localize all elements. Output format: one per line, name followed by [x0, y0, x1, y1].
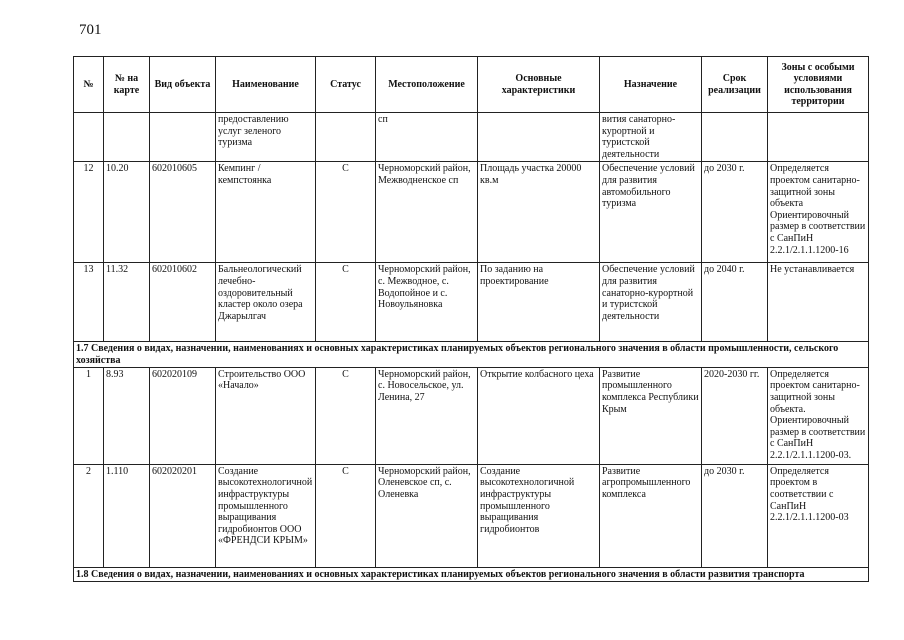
- table-cell: Создание высокотехнологичной инфраструктуры промышленного выращивания гидробионтов ООО «ФРЕНДСИ КРЫМ»: [216, 464, 316, 567]
- table-cell: С: [316, 367, 376, 464]
- table-cell: 10.20: [104, 162, 150, 263]
- table-row: [74, 162, 869, 263]
- section-heading: 1.8 Сведения о видах, назначении, наименованиях и основных характеристиках планируемых объектов регионального значения в области развития транспорта: [74, 567, 869, 581]
- planned-objects-table: [73, 56, 869, 582]
- table-cell: 602020201: [150, 464, 216, 567]
- table-cell: 602010602: [150, 263, 216, 342]
- header-deadline: Срок реализации: [702, 57, 768, 113]
- table-cell: Черноморский район, с. Межводное, с. Водопойное и с. Новоульяновка: [376, 263, 478, 342]
- page-number: 701: [79, 22, 102, 38]
- table-cell: Обеспечение условий для развития санаторно-курортной и туристской деятельности: [600, 263, 702, 342]
- header-special-zones: Зоны с особыми условиями использования территории: [768, 57, 869, 113]
- table-body: [74, 113, 869, 582]
- table-cell: [702, 113, 768, 162]
- header-purpose: Назначение: [600, 57, 702, 113]
- table-cell: до 2030 г.: [702, 162, 768, 263]
- header-location: Местоположение: [376, 57, 478, 113]
- table-cell: Создание высокотехнологичной инфраструктуры промышленного выращивания гидробионтов: [478, 464, 600, 567]
- table-cell: Определяется проектом санитарно-защитной зоны объекта. Ориентировочный размер в соответствии с СанПиН 2.2.1/2.1.1.1200-03.: [768, 367, 869, 464]
- table-row: [74, 113, 869, 162]
- table-cell: 2020-2030 гг.: [702, 367, 768, 464]
- table-cell: до 2040 г.: [702, 263, 768, 342]
- table-cell: Бальнеологический лечебно-оздоровительный кластер около озера Джарылгач: [216, 263, 316, 342]
- table-row: [74, 367, 869, 464]
- table-cell: Строительство ООО «Начало»: [216, 367, 316, 464]
- table-cell: По заданию на проектирование: [478, 263, 600, 342]
- table-cell: [316, 113, 376, 162]
- table-cell: до 2030 г.: [702, 464, 768, 567]
- table-cell: Кемпинг / кемпстоянка: [216, 162, 316, 263]
- section-heading-row: [74, 567, 869, 581]
- table-cell: [768, 113, 869, 162]
- table-cell: вития санаторно-курортной и туристской деятельности: [600, 113, 702, 162]
- table-cell: С: [316, 162, 376, 263]
- table-cell: 12: [74, 162, 104, 263]
- table-cell: [478, 113, 600, 162]
- table-cell: 602010605: [150, 162, 216, 263]
- table-row: [74, 464, 869, 567]
- table-cell: Обеспечение условий для развития автомобильного туризма: [600, 162, 702, 263]
- table-cell: 11.32: [104, 263, 150, 342]
- table-cell: 2: [74, 464, 104, 567]
- header-characteristics: Основные характеристики: [478, 57, 600, 113]
- table-cell: С: [316, 263, 376, 342]
- table-cell: 8.93: [104, 367, 150, 464]
- table-cell: сп: [376, 113, 478, 162]
- header-name: Наименование: [216, 57, 316, 113]
- table-row: [74, 263, 869, 342]
- header-number: №: [74, 57, 104, 113]
- table-cell: [104, 113, 150, 162]
- table-cell: Определяется проектом в соответствии с СанПиН 2.2.1/2.1.1.1200-03: [768, 464, 869, 567]
- table-cell: 1: [74, 367, 104, 464]
- table-cell: [74, 113, 104, 162]
- table-cell: Черноморский район, Межводненское сп: [376, 162, 478, 263]
- table-cell: Открытие колбасного цеха: [478, 367, 600, 464]
- table-cell: Развитие промышленного комплекса Республики Крым: [600, 367, 702, 464]
- table-cell: Определяется проектом санитарно-защитной зоны объекта Ориентировочный размер в соответствии с СанПиН 2.2.1/2.1.1.1200-16: [768, 162, 869, 263]
- header-object-type: Вид объекта: [150, 57, 216, 113]
- table-cell: Черноморский район, с. Новосельское, ул. Ленина, 27: [376, 367, 478, 464]
- table-cell: 602020109: [150, 367, 216, 464]
- table-cell: Черноморский район, Оленевское сп, с. Оленевка: [376, 464, 478, 567]
- header-status: Статус: [316, 57, 376, 113]
- section-heading-row: [74, 342, 869, 367]
- table-cell: Не устанавливается: [768, 263, 869, 342]
- table-cell: [150, 113, 216, 162]
- table-cell: предоставлению услуг зеленого туризма: [216, 113, 316, 162]
- section-heading: 1.7 Сведения о видах, назначении, наименованиях и основных характеристиках планируемых объектов регионального значения в области промышленности, сельского хозяйства: [74, 342, 869, 367]
- header-map-number: № на карте: [104, 57, 150, 113]
- table-cell: 1.110: [104, 464, 150, 567]
- table-cell: Площадь участка 20000 кв.м: [478, 162, 600, 263]
- table-cell: 13: [74, 263, 104, 342]
- table-cell: Развитие агропромышленного комплекса: [600, 464, 702, 567]
- table-header-row: [74, 57, 869, 113]
- table-cell: С: [316, 464, 376, 567]
